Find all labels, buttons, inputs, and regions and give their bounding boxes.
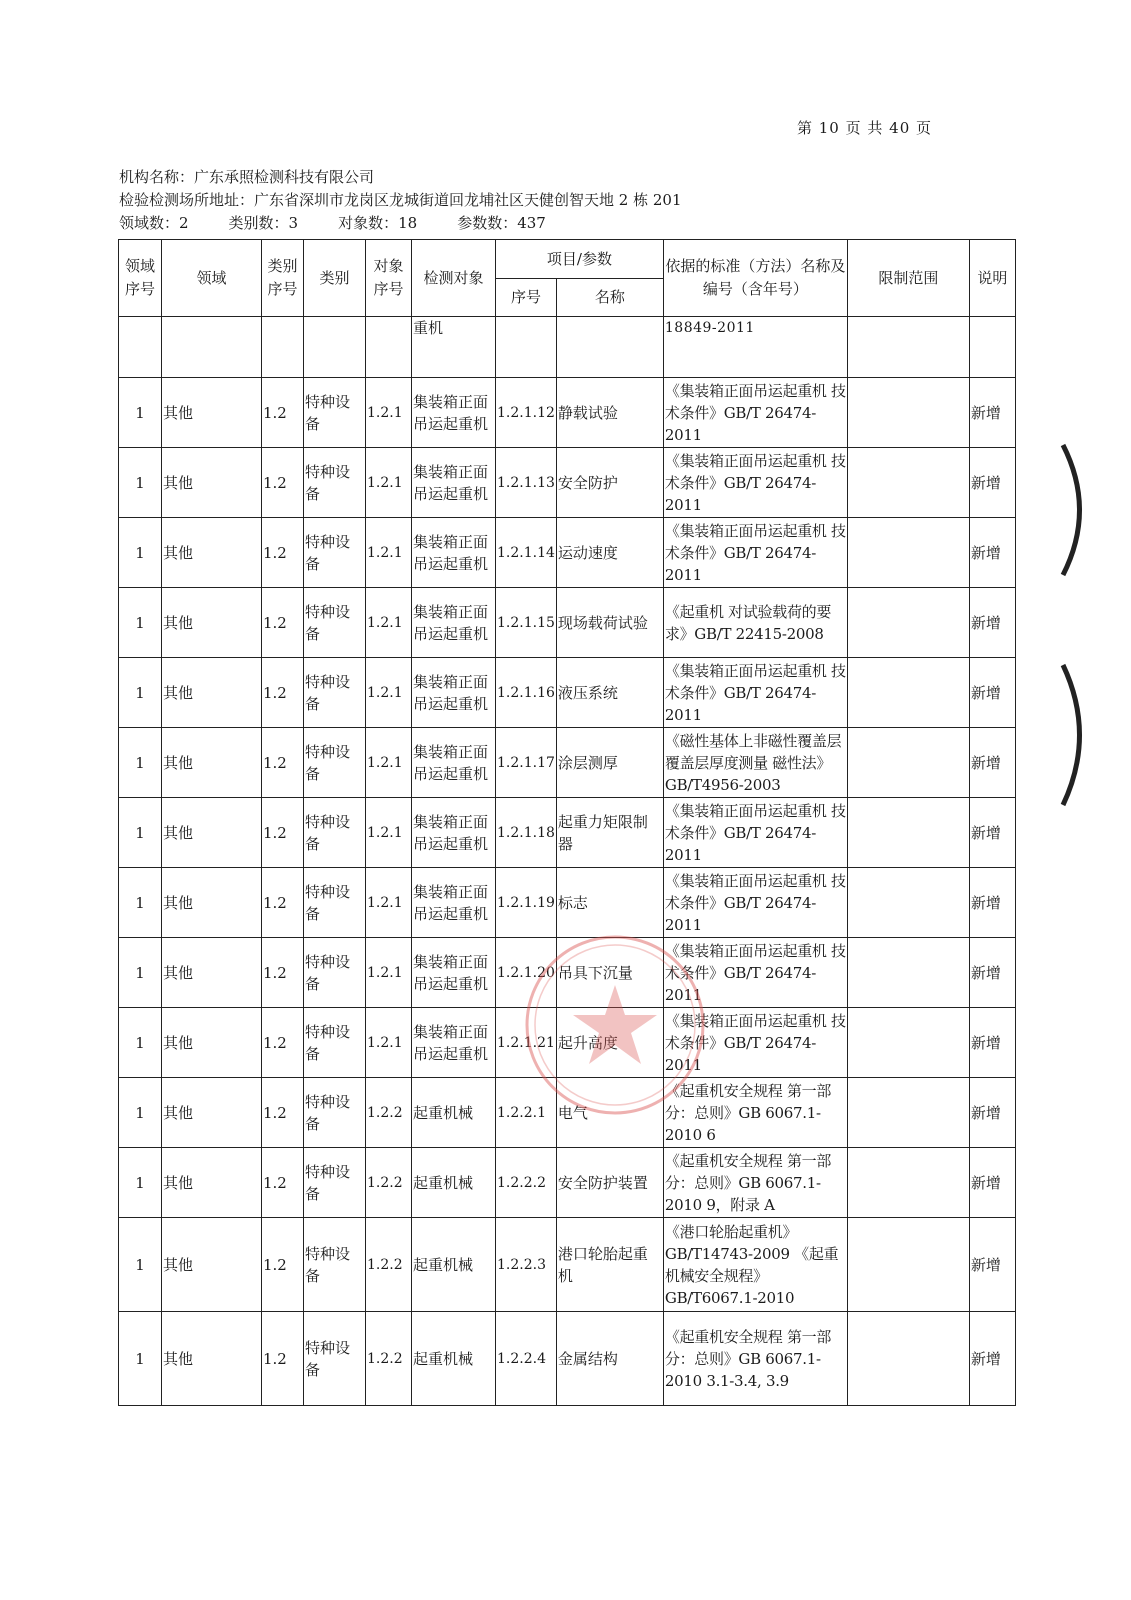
cell-object-no: 1.2.1 — [366, 798, 412, 868]
cell-domain: 其他 — [162, 938, 262, 1008]
cell-domain: 其他 — [162, 448, 262, 518]
domain-count: 领域数：2 — [119, 214, 189, 232]
cell-standard: 《港口轮胎起重机》GB/T14743-2009 《起重机械安全规程》GB/T6067.1-2010 — [663, 1218, 847, 1312]
cell-standard: 《磁性基体上非磁性覆盖层 覆盖层厚度测量 磁性法》GB/T4956-2003 — [663, 728, 847, 798]
cell-category-no: 1.2 — [262, 658, 304, 728]
cell-limit — [847, 588, 969, 658]
cell-object: 集装箱正面吊运起重机 — [412, 798, 496, 868]
cell-category: 特种设备 — [304, 938, 366, 1008]
cell-item-name: 标志 — [556, 868, 663, 938]
cell-category-no: 1.2 — [262, 728, 304, 798]
header-category-no: 类别序号 — [262, 240, 304, 317]
cell-domain-no: 1 — [119, 1008, 162, 1078]
cell-limit — [847, 378, 969, 448]
cell-object-no: 1.2.2 — [366, 1078, 412, 1148]
cell-object-no: 1.2.1 — [366, 728, 412, 798]
table-row — [119, 1218, 1016, 1312]
cell-item-name: 金属结构 — [556, 1312, 663, 1406]
org-name-line — [119, 166, 682, 189]
cell-standard: 《集装箱正面吊运起重机 技术条件》GB/T 26474-2011 — [663, 868, 847, 938]
cell-category: 特种设备 — [304, 378, 366, 448]
cell-object: 起重机械 — [412, 1218, 496, 1312]
object-count: 对象数：18 — [338, 214, 418, 232]
page-number: 第 10 页 共 40 页 — [797, 119, 933, 137]
cell-object: 集装箱正面吊运起重机 — [412, 378, 496, 448]
cell-domain-no: 1 — [119, 448, 162, 518]
cell-category: 特种设备 — [304, 1148, 366, 1218]
cell-item-no: 1.2.1.12 — [496, 378, 557, 448]
cell-limit — [847, 1312, 969, 1406]
table-row — [119, 798, 1016, 868]
cell-item-no: 1.2.1.13 — [496, 448, 557, 518]
cell-note: 新增 — [969, 588, 1015, 658]
table-row — [119, 868, 1016, 938]
cell-limit — [847, 868, 969, 938]
address-line — [119, 189, 682, 212]
cell-category: 特种设备 — [304, 1312, 366, 1406]
edge-seal-fragment — [1058, 660, 1098, 810]
cell-category: 特种设备 — [304, 728, 366, 798]
cell-object-no: 1.2.1 — [366, 448, 412, 518]
header-domain-no: 领域序号 — [119, 240, 162, 317]
cell-object: 集装箱正面吊运起重机 — [412, 1008, 496, 1078]
cell-category-no: 1.2 — [262, 1148, 304, 1218]
cell-domain-no: 1 — [119, 868, 162, 938]
cell-domain: 其他 — [162, 1148, 262, 1218]
cell-note: 新增 — [969, 1312, 1015, 1406]
table-row-continuation — [119, 317, 1016, 378]
header-note: 说明 — [969, 240, 1015, 317]
cell-standard: 《起重机安全规程 第一部分：总则》GB 6067.1-2010 9，附录 A — [663, 1148, 847, 1218]
cell-domain-no: 1 — [119, 798, 162, 868]
cell-category-no: 1.2 — [262, 868, 304, 938]
cell-object: 重机 — [412, 317, 496, 378]
cell-category: 特种设备 — [304, 868, 366, 938]
cell-domain-no: 1 — [119, 1148, 162, 1218]
cell-note: 新增 — [969, 938, 1015, 1008]
cell-domain-no: 1 — [119, 518, 162, 588]
cell-item-name: 安全防护 — [556, 448, 663, 518]
cell-limit — [847, 448, 969, 518]
cell-object-no: 1.2.1 — [366, 588, 412, 658]
cell-object: 集装箱正面吊运起重机 — [412, 448, 496, 518]
cell-item-no: 1.2.1.16 — [496, 658, 557, 728]
cell-note: 新增 — [969, 518, 1015, 588]
cell-domain: 其他 — [162, 798, 262, 868]
cell-category: 特种设备 — [304, 518, 366, 588]
cell-domain-no: 1 — [119, 658, 162, 728]
cell-note: 新增 — [969, 1148, 1015, 1218]
cell-category-no: 1.2 — [262, 1312, 304, 1406]
cell-note: 新增 — [969, 798, 1015, 868]
cell-standard: 《集装箱正面吊运起重机 技术条件》GB/T 26474-2011 — [663, 1008, 847, 1078]
cell-domain-no: 1 — [119, 1312, 162, 1406]
cell-note: 新增 — [969, 448, 1015, 518]
cell-note: 新增 — [969, 658, 1015, 728]
cell-category: 特种设备 — [304, 1218, 366, 1312]
cell-standard: 18849-2011 — [663, 317, 847, 378]
cell-note: 新增 — [969, 378, 1015, 448]
header-object-no: 对象序号 — [366, 240, 412, 317]
cell-item-name: 电气 — [556, 1078, 663, 1148]
cell-note: 新增 — [969, 1008, 1015, 1078]
document-header — [119, 166, 682, 235]
table-row — [119, 658, 1016, 728]
cell-category-no: 1.2 — [262, 798, 304, 868]
cell-note: 新增 — [969, 1078, 1015, 1148]
cell-item-no: 1.2.1.14 — [496, 518, 557, 588]
cell-standard: 《集装箱正面吊运起重机 技术条件》GB/T 26474-2011 — [663, 658, 847, 728]
cell-category: 特种设备 — [304, 588, 366, 658]
cell-standard: 《集装箱正面吊运起重机 技术条件》GB/T 26474-2011 — [663, 938, 847, 1008]
cell-item-name: 运动速度 — [556, 518, 663, 588]
table-row — [119, 728, 1016, 798]
header-item-param: 项目/参数 — [496, 240, 664, 279]
cell-category: 特种设备 — [304, 448, 366, 518]
cell-limit — [847, 658, 969, 728]
cell-category-no: 1.2 — [262, 938, 304, 1008]
cell-domain: 其他 — [162, 588, 262, 658]
cell-note: 新增 — [969, 868, 1015, 938]
cell-domain: 其他 — [162, 518, 262, 588]
table-row — [119, 1078, 1016, 1148]
cell-object: 集装箱正面吊运起重机 — [412, 938, 496, 1008]
cell-category-no: 1.2 — [262, 1218, 304, 1312]
cell-object-no: 1.2.1 — [366, 868, 412, 938]
cell-item-no: 1.2.1.15 — [496, 588, 557, 658]
cell-standard: 《起重机安全规程 第一部分：总则》GB 6067.1-2010 3.1-3.4, 3.9 — [663, 1312, 847, 1406]
cell-standard: 《起重机安全规程 第一部分：总则》GB 6067.1-2010 6 — [663, 1078, 847, 1148]
cell-domain-no: 1 — [119, 588, 162, 658]
edge-seal-fragment — [1058, 440, 1098, 580]
cell-object: 集装箱正面吊运起重机 — [412, 868, 496, 938]
cell-object-no: 1.2.1 — [366, 378, 412, 448]
table-row — [119, 938, 1016, 1008]
cell-domain: 其他 — [162, 1008, 262, 1078]
header-standard: 依据的标准（方法）名称及编号（含年号） — [663, 240, 847, 317]
cell-item-name: 安全防护装置 — [556, 1148, 663, 1218]
header-object: 检测对象 — [412, 240, 496, 317]
cell-category-no: 1.2 — [262, 378, 304, 448]
cell-domain-no: 1 — [119, 728, 162, 798]
org-name-label: 机构名称： — [119, 168, 195, 186]
cell-object: 集装箱正面吊运起重机 — [412, 658, 496, 728]
table-row — [119, 588, 1016, 658]
cell-item-name: 静载试验 — [556, 378, 663, 448]
cell-item-no: 1.2.1.21 — [496, 1008, 557, 1078]
cell-limit — [847, 1148, 969, 1218]
cell-object: 集装箱正面吊运起重机 — [412, 588, 496, 658]
cell-item-name: 起重力矩限制器 — [556, 798, 663, 868]
scope-table — [118, 239, 1016, 1406]
cell-item-name: 港口轮胎起重机 — [556, 1218, 663, 1312]
cell-category-no: 1.2 — [262, 448, 304, 518]
counts-line — [119, 212, 682, 235]
header-domain: 领域 — [162, 240, 262, 317]
cell-category: 特种设备 — [304, 1078, 366, 1148]
cell-domain: 其他 — [162, 658, 262, 728]
cell-item-no: 1.2.1.17 — [496, 728, 557, 798]
cell-standard: 《起重机 对试验载荷的要求》GB/T 22415-2008 — [663, 588, 847, 658]
cell-category: 特种设备 — [304, 658, 366, 728]
cell-item-no: 1.2.2.3 — [496, 1218, 557, 1312]
cell-limit — [847, 1008, 969, 1078]
cell-item-name: 起升高度 — [556, 1008, 663, 1078]
header-item-name: 名称 — [556, 279, 663, 317]
header-category: 类别 — [304, 240, 366, 317]
cell-object: 起重机械 — [412, 1312, 496, 1406]
cell-domain: 其他 — [162, 1078, 262, 1148]
cell-limit — [847, 938, 969, 1008]
param-count: 参数数：437 — [457, 214, 546, 232]
cell-limit — [847, 728, 969, 798]
cell-standard: 《集装箱正面吊运起重机 技术条件》GB/T 26474-2011 — [663, 798, 847, 868]
cell-note: 新增 — [969, 728, 1015, 798]
table-row — [119, 448, 1016, 518]
cell-domain-no: 1 — [119, 378, 162, 448]
cell-domain-no: 1 — [119, 938, 162, 1008]
header-limit: 限制范围 — [847, 240, 969, 317]
cell-object: 起重机械 — [412, 1078, 496, 1148]
cell-item-no: 1.2.1.20 — [496, 938, 557, 1008]
cell-object-no: 1.2.1 — [366, 938, 412, 1008]
cell-limit — [847, 798, 969, 868]
cell-item-name: 吊具下沉量 — [556, 938, 663, 1008]
cell-category: 特种设备 — [304, 1008, 366, 1078]
cell-limit — [847, 1078, 969, 1148]
cell-item-no: 1.2.2.1 — [496, 1078, 557, 1148]
cell-domain-no: 1 — [119, 1078, 162, 1148]
cell-note: 新增 — [969, 1218, 1015, 1312]
cell-object-no: 1.2.2 — [366, 1312, 412, 1406]
cell-item-no: 1.2.2.4 — [496, 1312, 557, 1406]
cell-item-name: 液压系统 — [556, 658, 663, 728]
cell-object: 集装箱正面吊运起重机 — [412, 518, 496, 588]
table-row — [119, 378, 1016, 448]
cell-object: 起重机械 — [412, 1148, 496, 1218]
table-row — [119, 518, 1016, 588]
category-count: 类别数：3 — [228, 214, 299, 232]
address-value: 广东省深圳市龙岗区龙城街道回龙埔社区天健创智天地 2 栋 201 — [254, 191, 682, 209]
cell-object-no: 1.2.2 — [366, 1148, 412, 1218]
cell-object-no: 1.2.2 — [366, 1218, 412, 1312]
cell-standard: 《集装箱正面吊运起重机 技术条件》GB/T 26474-2011 — [663, 378, 847, 448]
cell-standard: 《集装箱正面吊运起重机 技术条件》GB/T 26474-2011 — [663, 448, 847, 518]
cell-category-no: 1.2 — [262, 518, 304, 588]
cell-object: 集装箱正面吊运起重机 — [412, 728, 496, 798]
cell-category-no: 1.2 — [262, 1078, 304, 1148]
cell-domain: 其他 — [162, 868, 262, 938]
cell-standard: 《集装箱正面吊运起重机 技术条件》GB/T 26474-2011 — [663, 518, 847, 588]
cell-category: 特种设备 — [304, 798, 366, 868]
cell-category-no: 1.2 — [262, 1008, 304, 1078]
cell-category-no: 1.2 — [262, 588, 304, 658]
cell-item-no: 1.2.2.2 — [496, 1148, 557, 1218]
cell-domain: 其他 — [162, 1312, 262, 1406]
cell-item-name: 现场载荷试验 — [556, 588, 663, 658]
cell-domain-no: 1 — [119, 1218, 162, 1312]
address-label: 检验检测场所地址： — [119, 191, 255, 209]
header-item-no: 序号 — [496, 279, 557, 317]
table-row — [119, 1312, 1016, 1406]
org-name: 广东承照检测科技有限公司 — [194, 168, 375, 186]
cell-limit — [847, 518, 969, 588]
cell-domain: 其他 — [162, 1218, 262, 1312]
cell-item-no: 1.2.1.18 — [496, 798, 557, 868]
cell-object-no: 1.2.1 — [366, 518, 412, 588]
table-row — [119, 1008, 1016, 1078]
cell-domain: 其他 — [162, 378, 262, 448]
cell-limit — [847, 1218, 969, 1312]
cell-domain: 其他 — [162, 728, 262, 798]
cell-object-no: 1.2.1 — [366, 1008, 412, 1078]
cell-item-no: 1.2.1.19 — [496, 868, 557, 938]
cell-object-no: 1.2.1 — [366, 658, 412, 728]
cell-item-name: 涂层测厚 — [556, 728, 663, 798]
table-row — [119, 1148, 1016, 1218]
